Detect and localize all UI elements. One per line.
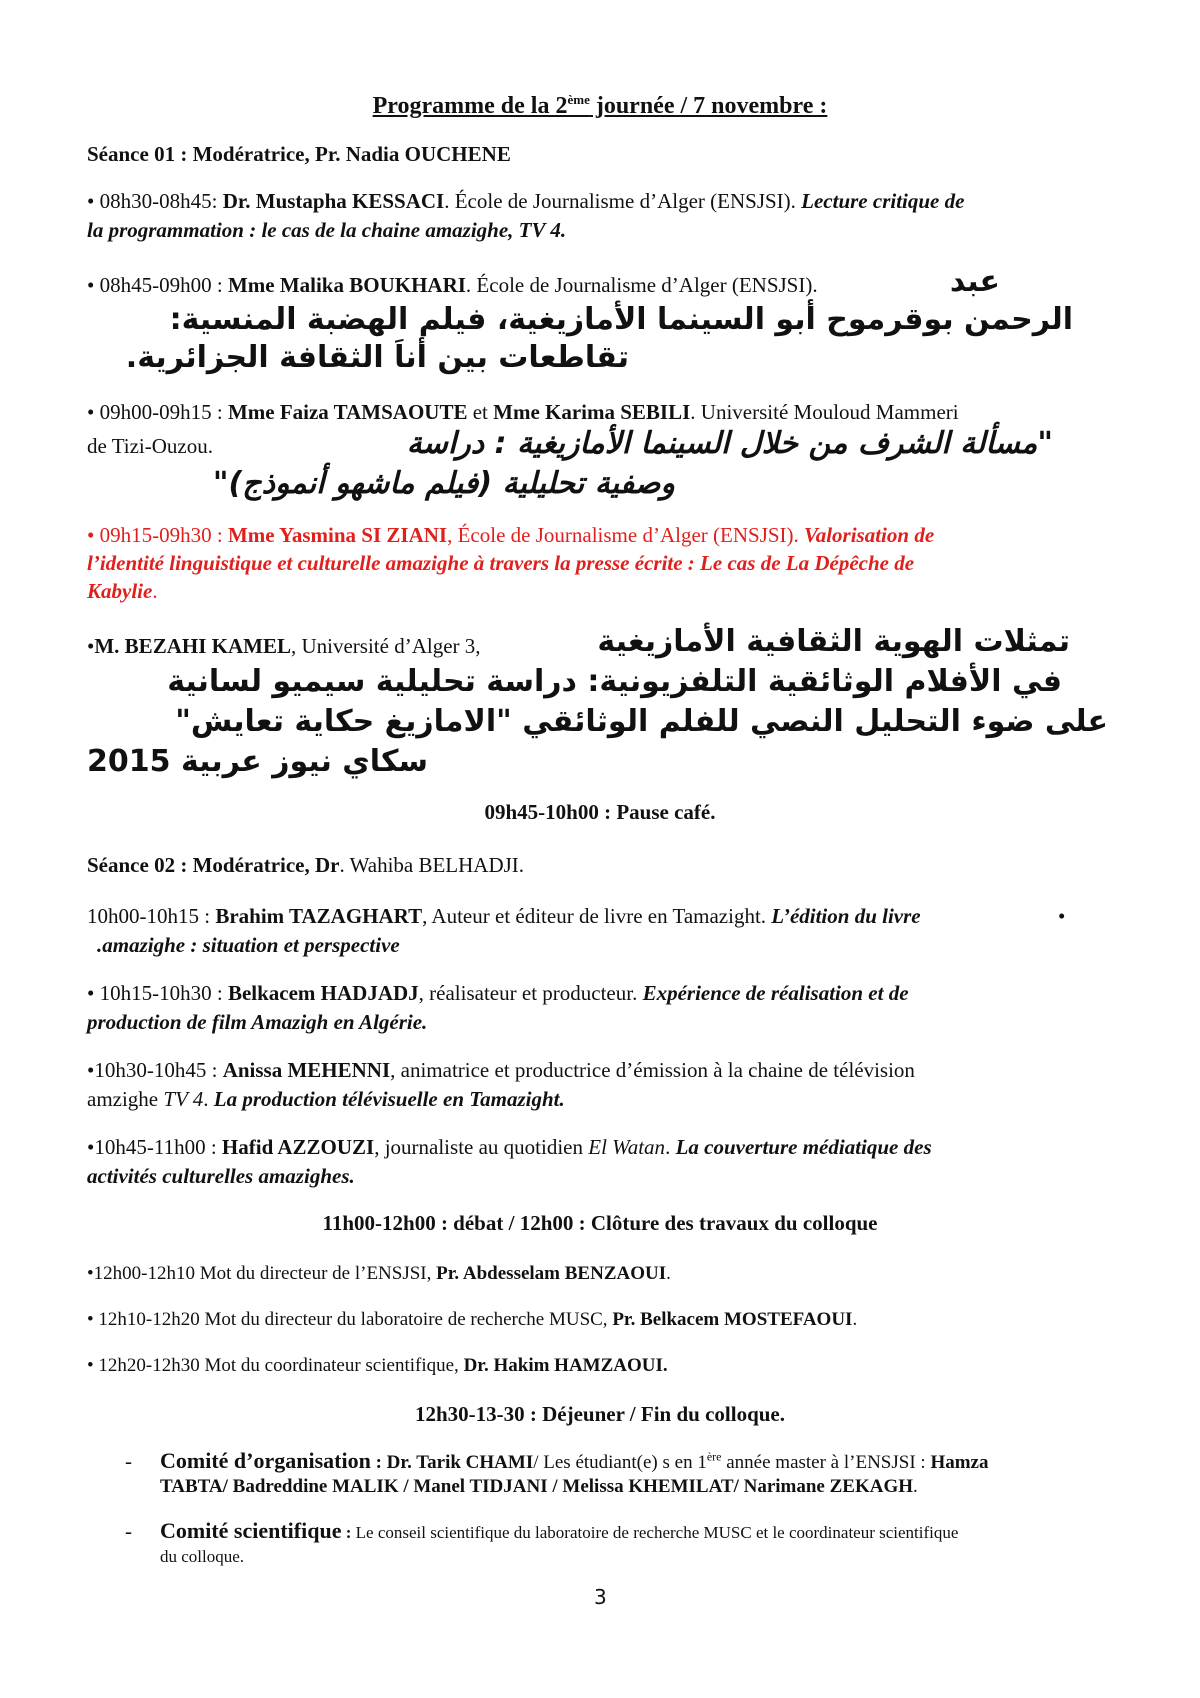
item8-affil-l2c: . <box>203 1087 214 1111</box>
item4-line1 <box>87 521 934 549</box>
item9-paper: El Watan <box>588 1135 666 1159</box>
page-title <box>0 86 1200 120</box>
item9-dot: . <box>665 1135 676 1159</box>
item5-speaker: M. BEZAHI KAMEL <box>94 634 291 658</box>
debate-line: 11h00-12h00 : débat / 12h00 : Clôture des travaux du colloque <box>322 1211 878 1235</box>
closing-item-2 <box>87 1306 857 1334</box>
item3-line1 <box>87 398 959 426</box>
item6-bullet: • <box>1058 904 1066 928</box>
title-pre: Programme de la 2 <box>372 93 568 119</box>
closing-item-2-text: • 12h10-12h20 Mot du directeur du laboratoire de recherche MUSC, <box>87 1309 613 1330</box>
item8-affil-l1: , animatrice et productrice d’émission à la chaine de télévision <box>390 1058 915 1082</box>
item5-arabic-l2: في الأفلام الوثائقية التلفزيونية: دراسة تحليلية سيميو لسانية <box>167 664 1062 699</box>
item5-line1 <box>87 632 481 660</box>
seance2-heading <box>87 851 524 879</box>
item6-affil: , Auteur et éditeur de livre en Tamazight. <box>422 904 772 928</box>
item7-affil: , réalisateur et producteur. <box>418 981 643 1005</box>
item8-affil-l2a: amzighe <box>87 1087 164 1111</box>
item2-speaker: Mme Malika BOUKHARI <box>227 273 466 297</box>
committee-sci-line1 <box>160 1517 958 1547</box>
page-number: 3 <box>594 1585 607 1609</box>
item8-line1 <box>87 1056 915 1084</box>
item1-affil: . École de Journalisme d’Alger (ENSJSI). <box>444 189 802 213</box>
closing-item-3-name: Dr. Hakim HAMZAOUI. <box>463 1355 668 1376</box>
item6-title-l1: L’édition du livre <box>771 904 921 928</box>
item7-title-l2: production de film Amazigh en Algérie. <box>87 1010 428 1034</box>
seance2-post: . Wahiba BELHADJI. <box>339 853 525 877</box>
committee-org-label: Comité d’organisation <box>160 1448 371 1473</box>
committee-org-chair: Dr. Tarik CHAMI <box>386 1452 534 1473</box>
committee-sci-text-l2: du colloque. <box>160 1547 245 1566</box>
item3-time: • 09h00-09h15 : <box>87 400 228 424</box>
closing-item-1 <box>87 1260 671 1288</box>
closing-item-1-name: Pr. Abdesselam BENZAOUI <box>436 1263 667 1284</box>
committee-sci-colon: : <box>341 1523 356 1542</box>
item9-title-l2: activités culturelles amazighes. <box>87 1164 355 1188</box>
item9-time: •10h45-11h00 : <box>87 1135 222 1159</box>
item8-line2 <box>87 1085 565 1113</box>
item8-affil-l2b: TV 4 <box>163 1087 204 1111</box>
committee-org-names: TABTA/ Badreddine MALIK / Manel TIDJANI / Melissa KHEMILAT/ Narimane ZEKAGH <box>160 1476 914 1497</box>
item9-affil: , journaliste au quotidien <box>374 1135 589 1159</box>
title-sup: ème <box>567 92 590 107</box>
item3-speaker1: Mme Faiza TAMSAOUTE <box>227 400 468 424</box>
committee-org-line2 <box>160 1473 918 1501</box>
item4-title-l1: Valorisation de <box>804 523 935 547</box>
closing-item-3 <box>87 1352 668 1380</box>
seance2-pre: Séance 02 : Modératrice, Dr <box>87 853 340 877</box>
committee-org-sup: ère <box>706 1449 722 1464</box>
item6-time: 10h00-10h15 : <box>87 904 216 928</box>
item4-title-end: . <box>152 579 158 603</box>
closing-item-2-end: . <box>852 1309 858 1330</box>
closing-item-3-text: • 12h20-12h30 Mot du coordinateur scientifique, <box>87 1355 464 1376</box>
committee-org-name1: Hamza <box>930 1452 989 1473</box>
item6-speaker: Brahim TAZAGHART <box>215 904 423 928</box>
item6-line1 <box>87 902 921 930</box>
item2-time: • 08h45-09h00 : <box>87 273 228 297</box>
item2-arabic-l3: تقاطعات بين أناَ الثقافة الجزائرية. <box>125 340 629 375</box>
pause-line: 09h45-10h00 : Pause café. <box>484 800 716 824</box>
item5-affil: , Université d’Alger 3, <box>290 634 481 658</box>
item1-time: • 08h30-08h45: <box>87 189 223 213</box>
item3-arabic-l1: "مسألة الشرف من خلال السينما الأمازيغية : دراسة <box>406 426 1053 461</box>
item5-arabic-l4: سكاي نيوز عربية 2015 <box>87 744 428 779</box>
item4-title-l3: Kabylie <box>87 579 153 603</box>
committee-org-colon: : <box>370 1452 387 1473</box>
committee-org-dash: - <box>125 1449 132 1473</box>
item3-affil-l2: de Tizi-Ouzou. <box>87 434 213 458</box>
item2-arabic-l1: عبد <box>949 264 1000 299</box>
item4-time: • 09h15-09h30 : <box>87 523 228 547</box>
committee-sci-text-l1: Le conseil scientifique du laboratoire de recherche MUSC et le coordinateur scientifique <box>355 1523 959 1542</box>
title-post: journée / 7 novembre : <box>589 93 828 119</box>
seance1-heading: Séance 01 : Modératrice, Pr. Nadia OUCHENE <box>87 142 511 166</box>
item8-speaker: Anissa MEHENNI <box>222 1058 391 1082</box>
item3-arabic-l2: وصفية تحليلية (فيلم ماشهو أنموذج)" <box>212 466 675 501</box>
item9-speaker: Hafid AZZOUZI <box>221 1135 375 1159</box>
item4-affil: , École de Journalisme d’Alger (ENSJSI). <box>447 523 805 547</box>
item9-line1 <box>87 1133 932 1161</box>
item7-time: • 10h15-10h30 : <box>87 981 228 1005</box>
item5-arabic-l3: على ضوء التحليل النصي للفلم الوثائقي "الامازيغ حكاية تعايش" <box>175 704 1108 739</box>
closing-item-1-end: . <box>666 1263 671 1284</box>
item8-time: •10h30-10h45 : <box>87 1058 223 1082</box>
lunch-line: 12h30-13-30 : Déjeuner / Fin du colloque. <box>414 1402 786 1426</box>
item7-line1 <box>87 979 909 1007</box>
item1-title-l2: la programmation : le cas de la chaine amazighe, TV 4. <box>87 218 567 242</box>
item9-title-l1: La couverture médiatique des <box>675 1135 932 1159</box>
item3-speaker2: Mme Karima SEBILI <box>493 400 691 424</box>
item6-title-l2: .amazighe : situation et perspective <box>97 933 400 957</box>
item1-speaker: Dr. Mustapha KESSACI <box>222 189 445 213</box>
item4-title-l2: l’identité linguistique et culturelle amazighe à travers la presse écrite : Le cas de La Dépêche de <box>87 551 915 575</box>
committee-sci-label: Comité scientifique <box>160 1518 342 1543</box>
item1-line1 <box>87 187 964 215</box>
item3-and: et <box>467 400 494 424</box>
closing-item-1-text: •12h00-12h10 Mot du directeur de l’ENSJSI, <box>87 1263 437 1284</box>
item5-bullet: • <box>87 634 95 658</box>
item1-title-l1: Lecture critique de <box>801 189 965 213</box>
committee-org-mid2: année master à l’ENSJSI : <box>721 1452 931 1473</box>
item4-speaker: Mme Yasmina SI ZIANI <box>227 523 448 547</box>
item4-line3 <box>87 577 158 605</box>
committee-org-mid: / Les étudiant(e) s en 1 <box>533 1452 707 1473</box>
item2-arabic-l2: الرحمن بوقرموح أبو السينما الأمازيغية، فيلم الهضبة المنسية: <box>169 302 1073 337</box>
item3-affil-l1: . Université Mouloud Mammeri <box>690 400 959 424</box>
item2-line1 <box>87 271 818 299</box>
item8-title: La production télévisuelle en Tamazight. <box>213 1087 565 1111</box>
closing-item-2-name: Pr. Belkacem MOSTEFAOUI <box>612 1309 853 1330</box>
item7-speaker: Belkacem HADJADJ <box>227 981 419 1005</box>
committee-org-end: . <box>913 1476 918 1497</box>
committee-sci-dash: - <box>125 1519 132 1543</box>
item2-affil: . École de Journalisme d’Alger (ENSJSI). <box>465 273 818 297</box>
item7-title-l1: Expérience de réalisation et de <box>642 981 909 1005</box>
item5-arabic-l1: تمثلات الهوية الثقافية الأمازيغية <box>597 624 1070 659</box>
